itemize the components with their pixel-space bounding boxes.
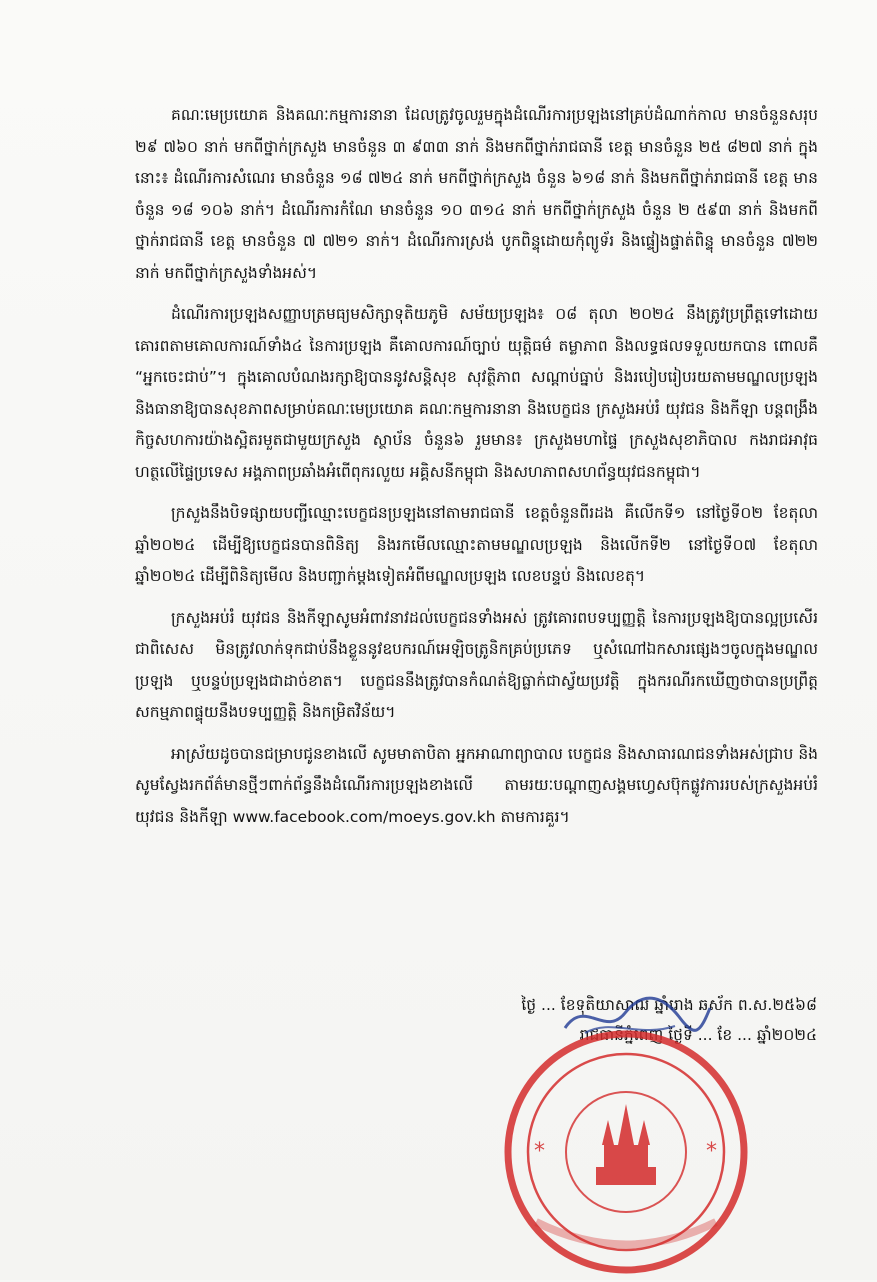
paragraph-staff-count: គណៈមេប្រយោគ និងគណៈកម្មការនានា ដែលត្រូវចូលរួមក្នុងដំណើរការប្រឡងនៅគ្រប់ដំណាក់កាល មានចំនួនសរុប ២៩ ៧៦០ នាក់ មកពីថ្នាក់ក្រសួង មានចំនួន ៣ ៩៣៣ នាក់ និងមកពីថ្នាក់រាជធានី ខេត្ត មានចំនួន ២៥ ៨២៧ នាក់ ក្នុងនោះ៖ ដំណើរការសំណេរ មានចំនួន ១៨ ៧២៤ នាក់ មកពីថ្នាក់ក្រសួង ចំនួន ៦១៨ នាក់ និងមកពីថ្នាក់រាជធានី ខេត្ត មានចំនួន ១៨ ១០៦ នាក់។ ដំណើរការកំណែ មានចំនួន ១០ ៣១៤ នាក់ មកពីថ្នាក់ក្រសួង ចំនួន ២ ៥៩៣ នាក់ និងមកពីថ្នាក់រាជធានី ខេត្ត មានចំនួន ៧ ៧២១ នាក់។ ដំណើរការស្រង់ បូកពិន្ទុដោយកុំព្យូទ័រ និងផ្ទៀងផ្ទាត់ពិន្ទុ មានចំនួន ៧២២ នាក់ មកពីថ្នាក់ក្រសួងទាំងអស់។ xyxy=(135,106,818,282)
paragraph-exam-rules: ក្រសួងអប់រំ យុវជន និងកីឡាសូមអំពាវនាវដល់បេក្ខជនទាំងអស់ ត្រូវគោរពបទប្បញ្ញត្តិ នៃការប្រឡងឱ្យបានល្អប្រសើរ ជាពិសេស មិនត្រូវលាក់ទុកជាប់នឹងខ្លួននូវឧបករណ៍អេឡិចត្រូនិកគ្រប់ប្រភេទ ឬសំណៅឯកសារផ្សេងៗចូលក្នុងមណ្ឌលប្រឡង ឬបន្ទប់ប្រឡងជាដាច់ខាត។ បេក្ខជននឹងត្រូវបានកំណត់ឱ្យធ្លាក់ជាស្វ័យប្រវត្តិ ក្នុងករណីរកឃើញថាបានប្រព្រឹត្តសកម្មភាពផ្ទុយនឹងបទប្បញ្ញត្តិ និងកម្រិតវិន័យ។ xyxy=(135,608,818,721)
ministry-seal-icon xyxy=(496,1022,756,1282)
gregorian-date: រាជធានីភ្នំពេញ ថ្ងៃទី ... ខែ ... ឆ្នាំ២០២៤ xyxy=(579,1026,817,1044)
svg-text:*: * xyxy=(534,1139,545,1164)
facebook-link[interactable]: www.facebook.com/moeys.gov.kh xyxy=(232,807,496,826)
paragraph-closing xyxy=(135,739,818,834)
lunar-date: ថ្ងៃ ... ខែទុតិយាសាឍ ឆ្នាំរោង ឆស័ក ព.ស.២៥៦៨ xyxy=(521,996,817,1014)
closing-suffix: តាមការគួរ។ xyxy=(500,807,570,826)
paragraph-candidate-list: ក្រសួងនឹងបិទផ្សាយបញ្ជីឈ្មោះបេក្ខជនប្រឡងនៅតាមរាជធានី ខេត្តចំនួនពីរដង គឺលើកទី១ នៅថ្ងៃទី០២ ខែតុលា ឆ្នាំ២០២៤ ដើម្បីឱ្យបេក្ខជនបានពិនិត្យ និងរកមើលឈ្មោះតាមមណ្ឌលប្រឡង និងលើកទី២ នៅថ្ងៃទី០៧ ខែតុលា ឆ្នាំ២០២៤ ដើម្បីពិនិត្យមើល និងបញ្ជាក់ម្តងទៀតអំពីមណ្ឌលប្រឡង លេខបន្ទប់ និងលេខតុ។ xyxy=(135,504,818,585)
svg-text:*: * xyxy=(706,1139,717,1164)
paragraph-exam-principles: ដំណើរការប្រឡងសញ្ញាបត្រមធ្យមសិក្សាទុតិយភូមិ សម័យប្រឡង៖ ០៨ តុលា ២០២៤ នឹងត្រូវប្រព្រឹត្តទៅដោយគោរពតាមគោលការណ៍ទាំង៤ នៃការប្រឡង គឺគោលការណ៍ច្បាប់ យុត្តិធម៌ តម្លាភាព និងលទ្ធផលទទួលយកបាន ពោលគឺ “អ្នកចេះជាប់”។ ក្នុងគោលបំណងរក្សាឱ្យបាននូវសន្តិសុខ សុវត្ថិភាព សណ្តាប់ធ្នាប់ និងរបៀបរៀបរយតាមមណ្ឌលប្រឡង និងធានាឱ្យបានសុខភាពសម្រាប់គណៈមេប្រយោគ គណៈកម្មការនានា និងបេក្ខជន ក្រសួងអប់រំ យុវជន និងកីឡា បន្តពង្រឹងកិច្ចសហការយ៉ាងស្អិតរមួតជាមួយក្រសួង ស្ថាប័ន ចំនួន៦ រួមមាន៖ ក្រសួងមហាផ្ទៃ ក្រសួងសុខាភិបាល កងរាជអាវុធហត្ថលើផ្ទៃប្រទេស អង្គភាពប្រឆាំងអំពើពុករលួយ អគ្គិសនីកម្ពុជា និងសហភាពសហព័ន្ធយុវជនកម្ពុជា។ xyxy=(135,305,818,481)
letter-body xyxy=(135,100,818,843)
closing-text: អាស្រ័យដូចបានជម្រាបជូនខាងលើ សូមមាតាបិតា អ្នកអាណាព្យាបាល បេក្ខជន និងសាធារណជនទាំងអស់ជ្រាប និងសូមស្វែងរកព័ត៌មានថ្មីៗពាក់ព័ន្ធនឹងដំណើរការប្រឡងខាងលើ តាមរយៈបណ្តាញសង្គមហ្វេសប៊ុកផ្លូវការរបស់ក្រសួងអប់រំ យុវជន និងកីឡា xyxy=(135,744,818,826)
